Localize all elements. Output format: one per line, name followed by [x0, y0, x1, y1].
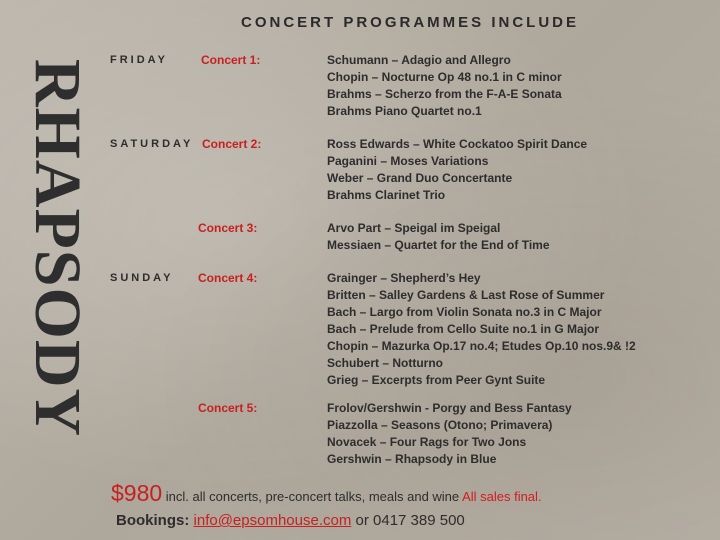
concert-5-pieces [327, 400, 572, 468]
piece: Paganini – Moses Variations [327, 154, 489, 168]
rhapsody-title-text: RHAPSODY [21, 58, 95, 438]
booking-label: Bookings: [116, 512, 190, 529]
piece: Bach – Largo from Violin Sonata no.3 in C Major [327, 305, 602, 319]
price: $980 [111, 480, 163, 506]
piece: Grainger – Shepherd’s Hey [327, 271, 481, 285]
piece: Frolov/Gershwin - Porgy and Bess Fantasy [327, 401, 572, 415]
piece: Piazzolla – Seasons (Otono; Primavera) [327, 418, 553, 432]
piece: Chopin – Nocturne Op 48 no.1 in C minor [327, 70, 562, 84]
concert-3-pieces [327, 220, 550, 254]
day-sunday: SUNDAY [110, 272, 174, 284]
piece: Brahms – Scherzo from the F-A-E Sonata [327, 87, 562, 101]
sales-final-note: All sales final [462, 489, 538, 504]
concert-2-label: Concert 2: [202, 137, 262, 151]
booking-email-link[interactable]: info@epsomhouse.com [193, 512, 352, 529]
piece: Brahms Clarinet Trio [327, 188, 446, 202]
piece: Novacek – Four Rags for Two Jons [327, 435, 527, 449]
booking-phone: 0417 389 500 [373, 512, 465, 529]
piece: Bach – Prelude from Cello Suite no.1 in G Major [327, 322, 600, 336]
piece: Brahms Piano Quartet no.1 [327, 104, 482, 118]
booking-or: or [355, 512, 369, 529]
piece: Arvo Part – Speigal im Speigal [327, 221, 501, 235]
concert-1-label: Concert 1: [201, 53, 261, 67]
piece: Chopin – Mazurka Op.17 no.4; Etudes Op.10 nos.9& !2 [327, 339, 636, 353]
piece: Schubert – Notturno [327, 356, 443, 370]
booking-line [116, 512, 465, 529]
programme-heading: CONCERT PROGRAMMES INCLUDE [240, 14, 579, 31]
piece: Ross Edwards – White Cockatoo Spirit Dance [327, 137, 588, 151]
day-saturday: SATURDAY [110, 138, 194, 150]
piece: Messiaen – Quartet for the End of Time [327, 238, 550, 252]
piece: Grieg – Excerpts from Peer Gynt Suite [327, 373, 546, 387]
day-friday: FRIDAY [110, 54, 168, 66]
piece: Schumann – Adagio and Allegro [327, 53, 511, 67]
pricing-line [111, 480, 542, 507]
concert-3-label: Concert 3: [198, 221, 258, 235]
concert-1-pieces [327, 52, 562, 120]
sales-final-dot: . [537, 489, 542, 504]
rhapsody-side-title [21, 48, 95, 448]
concert-4-pieces [327, 270, 636, 389]
concert-2-pieces [327, 136, 587, 204]
price-includes: incl. all concerts, pre-concert talks, meals and wine [165, 489, 460, 504]
piece: Weber – Grand Duo Concertante [327, 171, 513, 185]
concert-5-label: Concert 5: [198, 401, 258, 415]
piece: Gershwin – Rhapsody in Blue [327, 452, 497, 466]
piece: Britten – Salley Gardens & Last Rose of Summer [327, 288, 605, 302]
concert-4-label: Concert 4: [198, 271, 258, 285]
